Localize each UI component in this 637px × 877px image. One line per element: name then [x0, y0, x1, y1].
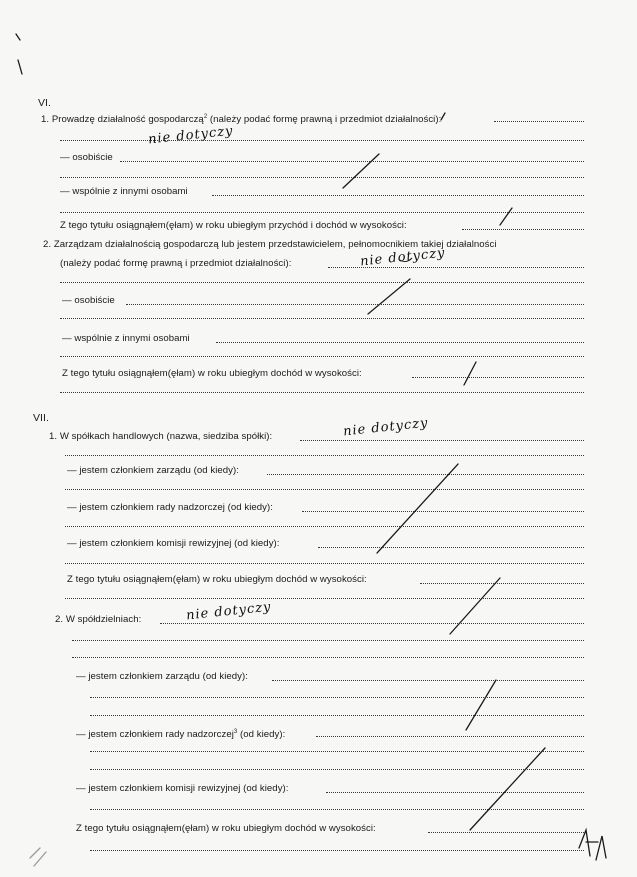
vi-item2-line1: 2. Zarządzam działalnością gospodarczą lub jestem przedstawicielem, pełnomocnikiem takiej działalności: [43, 239, 497, 250]
vi-wspolnie-label: — wspólnie z innymi osobami: [60, 186, 188, 197]
vii-zarzad2-label: — jestem członkiem zarządu (od kiedy):: [76, 671, 248, 682]
vii-item2-label: 2. W spółdzielniach:: [55, 614, 142, 625]
vi-item2-line2: (należy podać formę prawną i przedmiot działalności):: [60, 258, 292, 269]
tick-mark: [441, 113, 445, 120]
vi-item1-text: 1. Prowadzę działalność gospodarczą: [41, 114, 204, 125]
vi-wspolnie2-label: — wspólnie z innymi osobami: [62, 333, 190, 344]
strike-slash: [450, 578, 500, 634]
vii-item1-handwritten: nie dotyczy: [342, 415, 430, 440]
margin-mark: [16, 34, 20, 40]
strike-slash: [377, 464, 458, 553]
vi-item2-handwritten: nie dotyczy: [359, 245, 447, 270]
vii-income2-label: Z tego tytułu osiągnąłem(ęłam) w roku ubiegłym dochód w wysokości:: [76, 823, 376, 834]
strike-slash: [368, 279, 410, 314]
footnote-2: 2: [203, 114, 208, 120]
vii-rada2-text: — jestem członkiem rady nadzorczej: [76, 729, 234, 740]
strike-slash: [500, 208, 512, 225]
vii-item2-handwritten: nie dotyczy: [185, 599, 273, 624]
vi-item1-text-end: (należy podać formę prawną i przedmiot działalności):: [207, 114, 442, 125]
vii-zarzad-label: — jestem członkiem zarządu (od kiedy):: [67, 465, 239, 476]
vi-income1-label: Z tego tytułu osiągnąłem(ęłam) w roku ubiegłym przychód i dochód w wysokości:: [60, 220, 407, 231]
section-vii-title: VII.: [33, 412, 49, 424]
footnote-3: 3: [233, 729, 238, 735]
strike-slash: [464, 362, 476, 385]
vii-income1-label: Z tego tytułu osiągnąłem(ęłam) w roku ubiegłym dochód w wysokości:: [67, 574, 367, 585]
strike-slash: [470, 748, 545, 830]
margin-mark: [18, 60, 22, 74]
initials-mark: [579, 830, 606, 860]
vi-osobiscie2-label: — osobiście: [62, 295, 115, 306]
vii-rada2-text-end: (od kiedy):: [237, 729, 286, 740]
vii-komisja-label: — jestem członkiem komisji rewizyjnej (od kiedy):: [67, 538, 280, 549]
vii-rada-label: — jestem członkiem rady nadzorczej (od kiedy):: [67, 502, 273, 513]
handwriting-curl: [400, 258, 412, 262]
vi-income2-label: Z tego tytułu osiągnąłem(ęłam) w roku ubiegłym dochód w wysokości:: [62, 368, 362, 379]
margin-mark: [30, 848, 46, 866]
vi-item1-handwritten: nie dotyczy: [147, 123, 235, 148]
vi-osobiscie-label: — osobiście: [60, 152, 113, 163]
strike-slash: [466, 680, 496, 730]
section-vi-title: VI.: [38, 97, 51, 109]
vii-item1-label: 1. W spółkach handlowych (nazwa, siedziba spółki):: [49, 431, 273, 442]
strike-slash: [343, 154, 379, 188]
vii-komisja2-label: — jestem członkiem komisji rewizyjnej (od kiedy):: [76, 783, 289, 794]
